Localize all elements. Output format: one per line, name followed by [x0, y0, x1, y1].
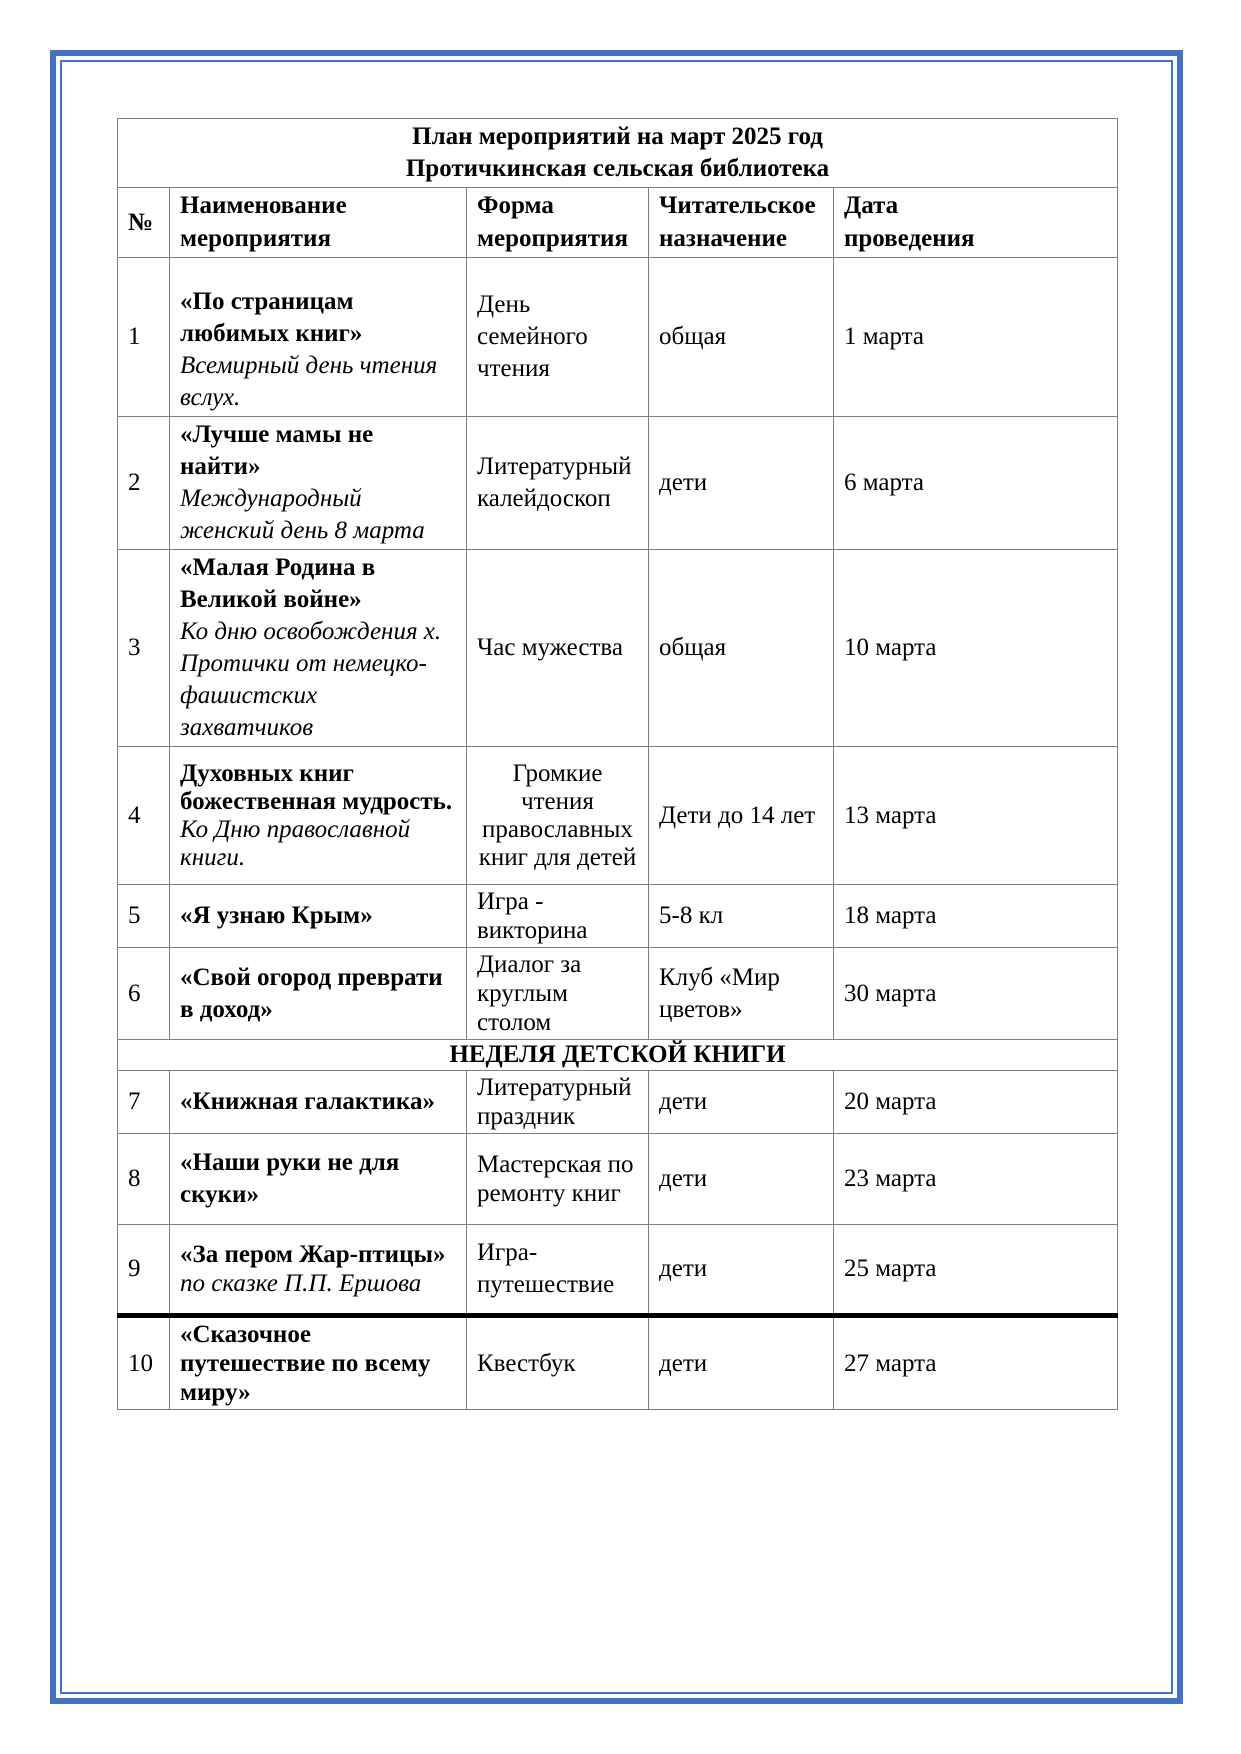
event-date: 30 марта [834, 948, 1118, 1040]
header-date-line-2: проведения [844, 225, 975, 252]
event-form: День семейного чтения [467, 258, 649, 417]
event-date: 13 марта [834, 747, 1118, 885]
section-title: НЕДЕЛЯ ДЕТСКОЙ КНИГИ [118, 1040, 1118, 1071]
event-date: 10 марта [834, 550, 1118, 747]
event-form: Мастерская по ремонту книг [467, 1134, 649, 1225]
event-title: «Лучше мамы не найти» [180, 421, 374, 480]
header-audience-line-2: назначение [659, 225, 787, 252]
event-date: 23 марта [834, 1134, 1118, 1225]
header-date-line-1: Дата [844, 192, 899, 219]
row-title-cell [170, 747, 467, 885]
event-subtitle: Ко дню освобождения х. Протички от немецко-фашистских захватчиков [180, 618, 442, 741]
header-name-line-2: мероприятия [180, 225, 331, 252]
event-date: 1 марта [834, 258, 1118, 417]
section-row [118, 1040, 1118, 1071]
event-form: Игра - викторина [467, 885, 649, 948]
document-title [118, 119, 1118, 188]
event-audience: дети [649, 1134, 834, 1225]
event-audience: Клуб «Мир цветов» [649, 948, 834, 1040]
event-title: «Я узнаю Крым» [170, 885, 467, 948]
header-row [118, 188, 1118, 258]
table-row [118, 1134, 1118, 1225]
event-subtitle: по сказке П.П. Ершова [180, 1270, 422, 1297]
header-form-line-2: мероприятия [477, 225, 628, 252]
event-audience: общая [649, 550, 834, 747]
table-row [118, 948, 1118, 1040]
event-subtitle: Всемирный день чтения вслух. [180, 352, 438, 411]
event-form: Литературный праздник [467, 1071, 649, 1134]
row-num: 9 [118, 1225, 170, 1316]
event-title: «Сказочное путешествие по всему миру» [170, 1316, 467, 1410]
header-audience [649, 188, 834, 258]
event-audience: 5-8 кл [649, 885, 834, 948]
event-form: Литературный калейдоскоп [467, 417, 649, 550]
event-form: Квестбук [467, 1316, 649, 1410]
event-date: 6 марта [834, 417, 1118, 550]
event-subtitle: Международный женский день 8 марта [180, 485, 425, 544]
table-row [118, 1071, 1118, 1134]
title-row [118, 119, 1118, 188]
event-title: «Свой огород преврати в доход» [170, 948, 467, 1040]
events-plan-table [117, 118, 1118, 1410]
event-title: «Книжная галактика» [170, 1071, 467, 1134]
row-num: 10 [118, 1316, 170, 1410]
table-row [118, 417, 1118, 550]
row-title-cell [170, 258, 467, 417]
row-title-cell [170, 1225, 467, 1316]
event-audience: общая [649, 258, 834, 417]
row-num: 1 [118, 258, 170, 417]
table-row [118, 1225, 1118, 1316]
event-audience: дети [649, 1225, 834, 1316]
row-num: 8 [118, 1134, 170, 1225]
row-num: 7 [118, 1071, 170, 1134]
event-form: Громкие чтения православных книг для детей [467, 747, 649, 885]
row-num: 5 [118, 885, 170, 948]
event-audience: дети [649, 417, 834, 550]
header-audience-line-1: Читательское [659, 192, 816, 219]
title-line-2: Протичкинская сельская библиотека [405, 155, 830, 182]
table-row [118, 258, 1118, 417]
event-date: 25 марта [834, 1225, 1118, 1316]
header-name [170, 188, 467, 258]
table-row [118, 747, 1118, 885]
event-date: 18 марта [834, 885, 1118, 948]
header-name-line-1: Наименование [180, 192, 347, 219]
row-num: 6 [118, 948, 170, 1040]
event-title: «За пером Жар-птицы» [180, 1241, 446, 1268]
event-date: 20 марта [834, 1071, 1118, 1134]
row-num: 3 [118, 550, 170, 747]
table-row [118, 1316, 1118, 1410]
event-title: «Наши руки не для скуки» [170, 1134, 467, 1225]
row-num: 2 [118, 417, 170, 550]
event-form: Диалог за круглым столом [467, 948, 649, 1040]
header-form-line-1: Форма [477, 192, 554, 219]
event-date: 27 марта [834, 1316, 1118, 1410]
event-audience: Дети до 14 лет [649, 747, 834, 885]
event-form: Час мужества [467, 550, 649, 747]
row-title-cell [170, 417, 467, 550]
header-num: № [118, 188, 170, 258]
event-title: «Малая Родина в Великой войне» [180, 554, 376, 613]
event-title: Духовных книг божественная мудрость. [180, 759, 453, 815]
event-audience: дети [649, 1316, 834, 1410]
row-num: 4 [118, 747, 170, 885]
event-subtitle: Ко Дню православной книги. [180, 815, 411, 871]
header-date [834, 188, 1118, 258]
table-row [118, 885, 1118, 948]
row-title-cell [170, 550, 467, 747]
table-row [118, 550, 1118, 747]
title-line-1: План мероприятий на март 2025 год [412, 123, 823, 150]
event-audience: дети [649, 1071, 834, 1134]
event-form: Игра-путешествие [467, 1225, 649, 1316]
header-form [467, 188, 649, 258]
event-title: «По страницам любимых книг» [180, 288, 363, 347]
